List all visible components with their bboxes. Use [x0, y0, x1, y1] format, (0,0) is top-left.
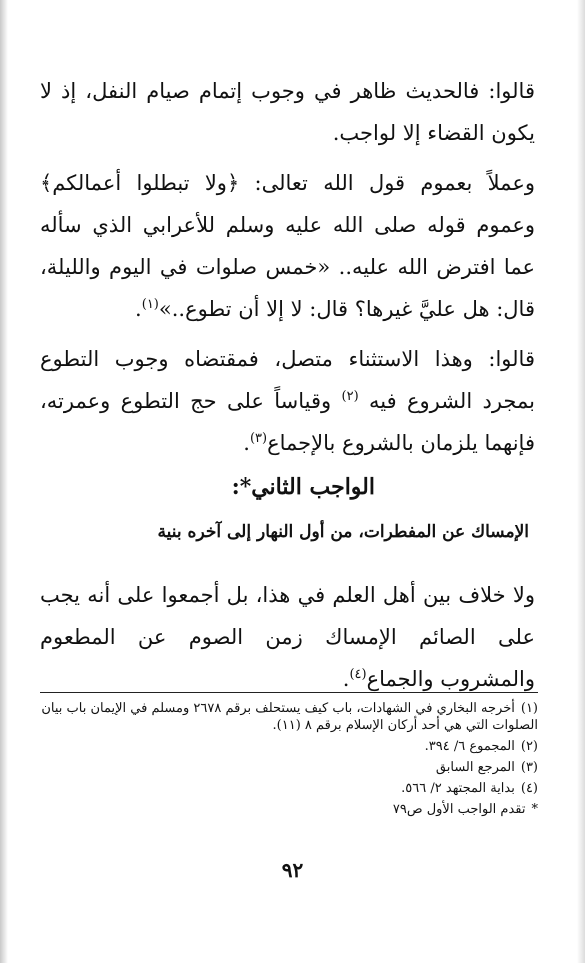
footnote-5: [40, 801, 538, 818]
footnote-ref-4: (٤): [349, 667, 367, 682]
paragraph-1: [40, 70, 535, 154]
page-number: ٩٢: [281, 858, 304, 882]
footnote-asterisk: *: [531, 802, 538, 817]
footnote-text: المجموع ٦/ ٣٩٤.: [424, 739, 515, 754]
footnote-2: [40, 738, 538, 755]
page-edge-shadow-left: [0, 0, 8, 963]
footnote-3: [40, 759, 538, 776]
paragraph-3-end: .: [243, 431, 250, 455]
footnote-4: [40, 780, 538, 797]
paragraph-2: [40, 162, 535, 330]
paragraph-2-text: وعملاً بعموم قول الله تعالى: ﴿ولا تبطلوا أعمالكم﴾ وعموم قوله صلى الله عليه وسلم للأعرابي الذي سأله عما افترض الله عليه.. «خمس صلوات في اليوم والليلة، قال: هل عليَّ غيرها؟ قال: لا إلا أن تطوع..»: [40, 171, 535, 321]
footnote-ref-2: (٢): [341, 389, 359, 404]
paragraph-1-text: قالوا: فالحديث ظاهر في وجوب إتمام صيام النفل، إذ لا يكون القضاء إلا لواجب.: [40, 79, 535, 145]
footnote-ref-3: (٣): [249, 431, 268, 446]
paragraph-3-text-a: قالوا: وهذا الاستثناء متصل، فمقتضاه وجوب التطوع بمجرد الشروع فيه: [40, 347, 535, 413]
paragraph-2-end: .: [135, 297, 142, 321]
footnote-1: [40, 700, 538, 734]
page-edge-shadow-right: [577, 0, 585, 963]
paragraph-3: [40, 338, 535, 464]
footnotes: [40, 700, 538, 822]
paragraph-4: [40, 574, 535, 700]
paragraph-3-text-b: وقياساً على حج التطوع وعمرته، فإنهما يلزمان بالشروع بالإجماع: [40, 389, 535, 455]
footnote-text: بداية المجتهد ٢/ ٥٦٦.: [401, 781, 515, 796]
footnote-number: (٤): [520, 781, 538, 796]
footnote-ref-1: (١): [141, 297, 159, 312]
paragraph-4-text: ولا خلاف بين أهل العلم في هذا، بل أجمعوا على أنه يجب على الصائم الإمساك زمن الصوم عن المطعوم والمشروب والجماع: [40, 583, 535, 691]
section-heading: الواجب الثاني*:: [231, 474, 375, 500]
footnote-text: المرجع السابق: [435, 760, 515, 775]
paragraph-4-end: .: [342, 667, 350, 691]
footnote-text: تقدم الواجب الأول ص٧٩: [392, 802, 526, 817]
section-subheading: الإمساك عن المفطرات، من أول النهار إلى آخره بنية: [157, 522, 529, 542]
footnote-number: (٢): [520, 739, 538, 754]
footnote-separator: [40, 692, 538, 693]
footnote-text: أخرجه البخاري في الشهادات، باب كيف يستحلف برقم ٢٦٧٨ ومسلم في الإيمان باب بيان الصلوات التي هي أحد أركان الإسلام برقم ٨ (١١).: [41, 701, 538, 733]
footnote-number: (١): [520, 701, 538, 716]
footnote-number: (٣): [520, 760, 538, 775]
